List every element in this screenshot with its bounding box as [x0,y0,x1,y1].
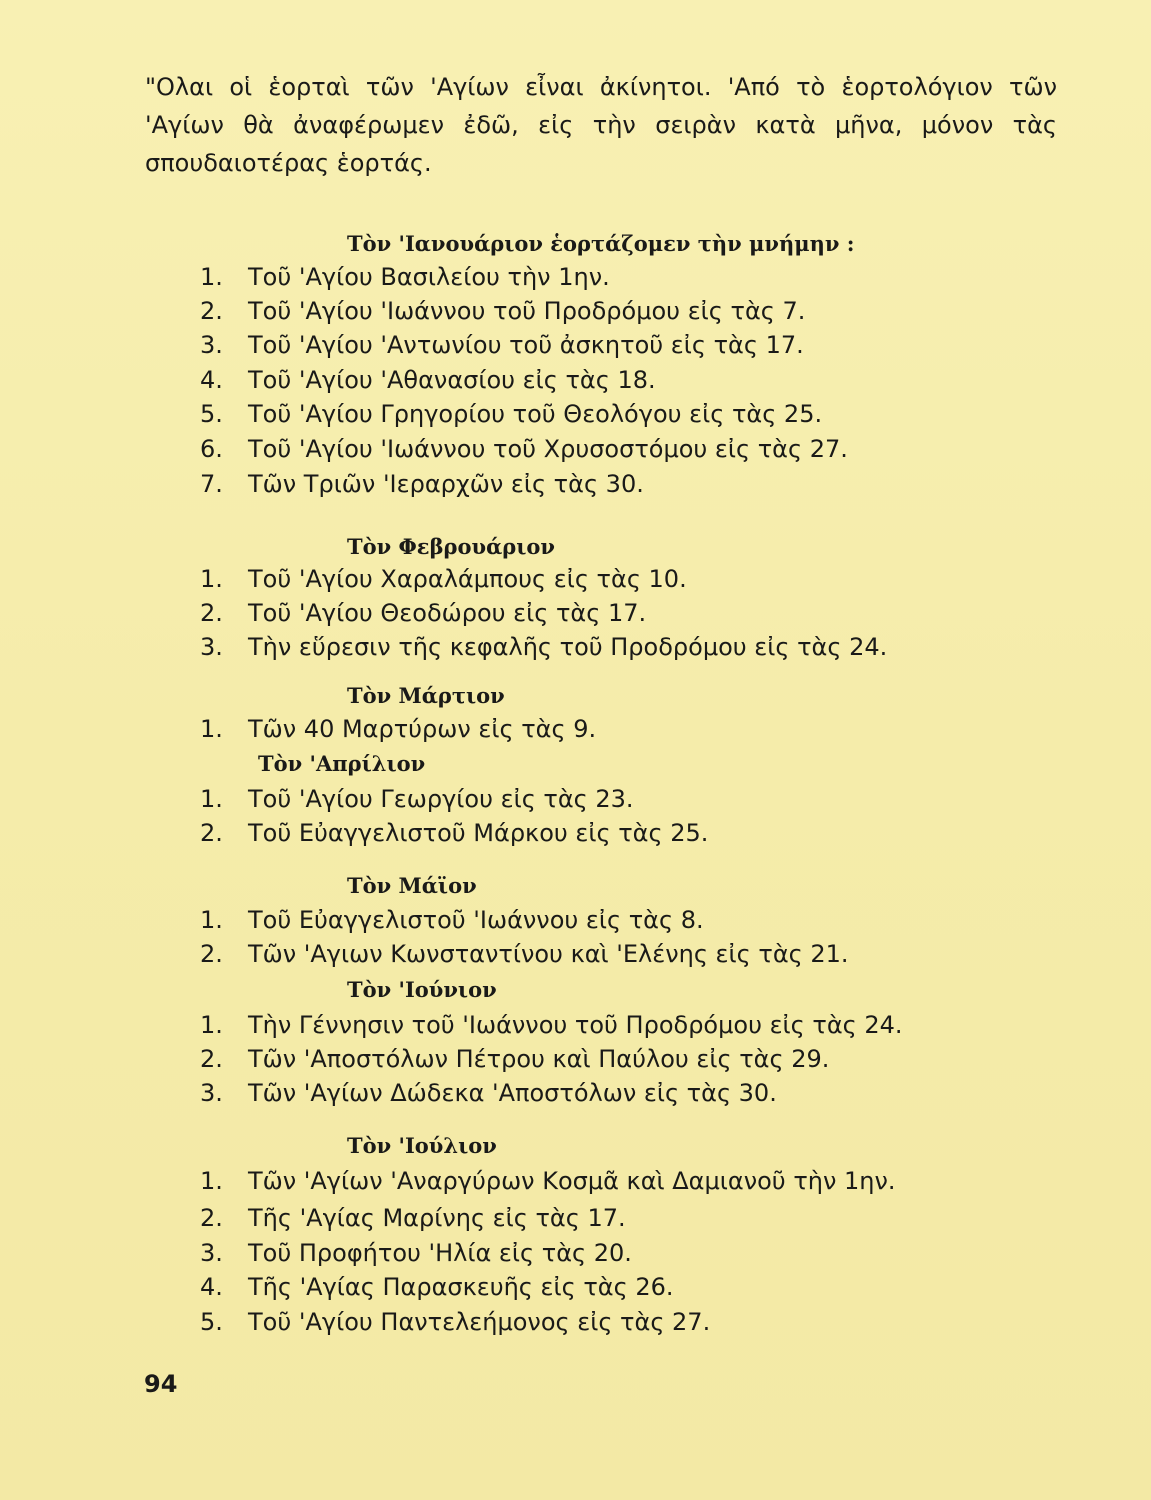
list-item [200,1203,626,1233]
item-number: 1. [200,715,223,743]
list-item [200,1010,903,1040]
item-text: Τοῦ 'Αγίου 'Ιωάννου τοῦ Χρυσοστόμου εἰς τὰς 27. [248,435,848,463]
item-number: 4. [200,1273,223,1301]
item-text: Τοῦ 'Αγίου 'Αθανασίου εἰς τὰς 18. [248,366,656,394]
list-item [200,818,708,848]
list-item [200,632,887,662]
list-item [200,399,822,429]
item-number: 4. [200,366,223,394]
item-text: Τῶν 'Αγιων Κωνσταντίνου καὶ 'Ελένης εἰς τὰς 21. [248,940,849,968]
item-number: 2. [200,1204,223,1232]
item-number: 7. [200,470,223,498]
item-text: Τοῦ Εὐαγγελιστοῦ 'Ιωάννου εἰς τὰς 8. [248,906,704,934]
item-text: Τοῦ 'Αγίου 'Αντωνίου τοῦ ἀσκητοῦ εἰς τὰς 17. [248,331,804,359]
item-number: 2. [200,819,223,847]
item-number: 5. [200,400,223,428]
item-text: Τοῦ 'Αγίου Βασιλείου τὴν 1ην. [248,263,610,291]
list-item [200,564,687,594]
item-text: Τοῦ 'Αγίου Γεωργίου εἰς τὰς 23. [248,785,634,813]
heading-february: Τὸν Φεβρουάριον [347,534,555,559]
item-text: Τοῦ 'Αγίου Θεοδώρου εἰς τὰς 17. [248,599,647,627]
item-text: Τῆς 'Αγίας Μαρίνης εἰς τὰς 17. [248,1204,626,1232]
list-item [200,1078,777,1108]
item-number: 3. [200,331,223,359]
list-item [200,365,656,395]
heading-may: Τὸν Μάϊον [347,873,477,898]
item-number: 1. [200,785,223,813]
item-text: Τῶν Τριῶν 'Ιεραρχῶν εἰς τὰς 30. [248,470,644,498]
item-text: Τοῦ 'Αγίου Γρηγορίου τοῦ Θεολόγου εἰς τὰς 25. [248,400,823,428]
item-number: 2. [200,297,223,325]
list-item [200,598,646,628]
item-text: Τῶν 'Αγίων Δώδεκα 'Αποστόλων εἰς τὰς 30. [248,1079,777,1107]
item-text: Τοῦ Προφήτου 'Ηλία εἰς τὰς 20. [248,1239,632,1267]
heading-april: Τὸν 'Απρίλιον [258,751,426,776]
list-item [200,714,596,744]
item-number: 5. [200,1308,223,1336]
item-text: Τοῦ Εὐαγγελιστοῦ Μάρκου εἰς τὰς 25. [248,819,709,847]
item-text: Τῶν 'Αποστόλων Πέτρου καὶ Παύλου εἰς τὰς 29. [248,1045,830,1073]
item-number: 3. [200,1239,223,1267]
heading-january: Τὸν 'Ιανουάριον ἑορτάζομεν τὴν μνήμην : [347,231,855,256]
item-text: Τοῦ 'Αγίου 'Ιωάννου τοῦ Προδρόμου εἰς τὰς 7. [248,297,806,325]
item-number: 2. [200,940,223,968]
item-text: Τὴν εὕρεσιν τῆς κεφαλῆς τοῦ Προδρόμου εἰς τὰς 24. [248,633,888,661]
intro-paragraph: "Ολαι οἱ ἑορταὶ τῶν 'Αγίων εἶναι ἀκίνητοι. 'Από τὸ ἑορτολόγιον τῶν 'Αγίων θὰ ἀναφέρωμεν ἐδῶ, εἰς τὴν σειρὰν κατὰ μῆνα, μόνον τὰς σπουδαιοτέρας ἑορτάς. [145,73,1057,177]
list-item [200,1044,829,1074]
item-number: 2. [200,1045,223,1073]
list-item [200,905,704,935]
item-text: Τὴν Γέννησιν τοῦ 'Ιωάννου τοῦ Προδρόμου εἰς τὰς 24. [248,1011,903,1039]
heading-july: Τὸν 'Ιούλιον [347,1133,497,1158]
list-item [200,1238,632,1268]
item-text: Τοῦ 'Αγίου Παντελεήμονος εἰς τὰς 27. [248,1308,711,1336]
list-item [200,784,634,814]
list-item [200,1307,710,1337]
heading-june: Τὸν 'Ιούνιον [347,977,497,1002]
item-text: Τῶν 'Αγίων 'Αναργύρων Κοσμᾶ καὶ Δαμιανοῦ τὴν 1ην. [248,1167,896,1195]
item-number: 1. [200,565,223,593]
list-item [200,939,849,969]
page-number: 94 [144,1370,178,1398]
item-number: 1. [200,1011,223,1039]
item-number: 1. [200,1167,223,1195]
item-text: Τοῦ 'Αγίου Χαραλάμπους εἰς τὰς 10. [248,565,687,593]
item-number: 3. [200,633,223,661]
item-text: Τῆς 'Αγίας Παρασκευῆς εἰς τὰς 26. [248,1273,674,1301]
list-item [200,262,610,292]
list-item [200,296,805,326]
heading-march: Τὸν Μάρτιον [347,683,505,708]
item-number: 2. [200,599,223,627]
list-item [200,434,848,464]
item-number: 1. [200,906,223,934]
list-item [200,469,644,499]
list-item [200,330,804,360]
item-text: Τῶν 40 Μαρτύρων εἰς τὰς 9. [248,715,597,743]
item-number: 1. [200,263,223,291]
list-item [200,1272,673,1302]
item-number: 3. [200,1079,223,1107]
item-number: 6. [200,435,223,463]
list-item [200,1166,896,1196]
